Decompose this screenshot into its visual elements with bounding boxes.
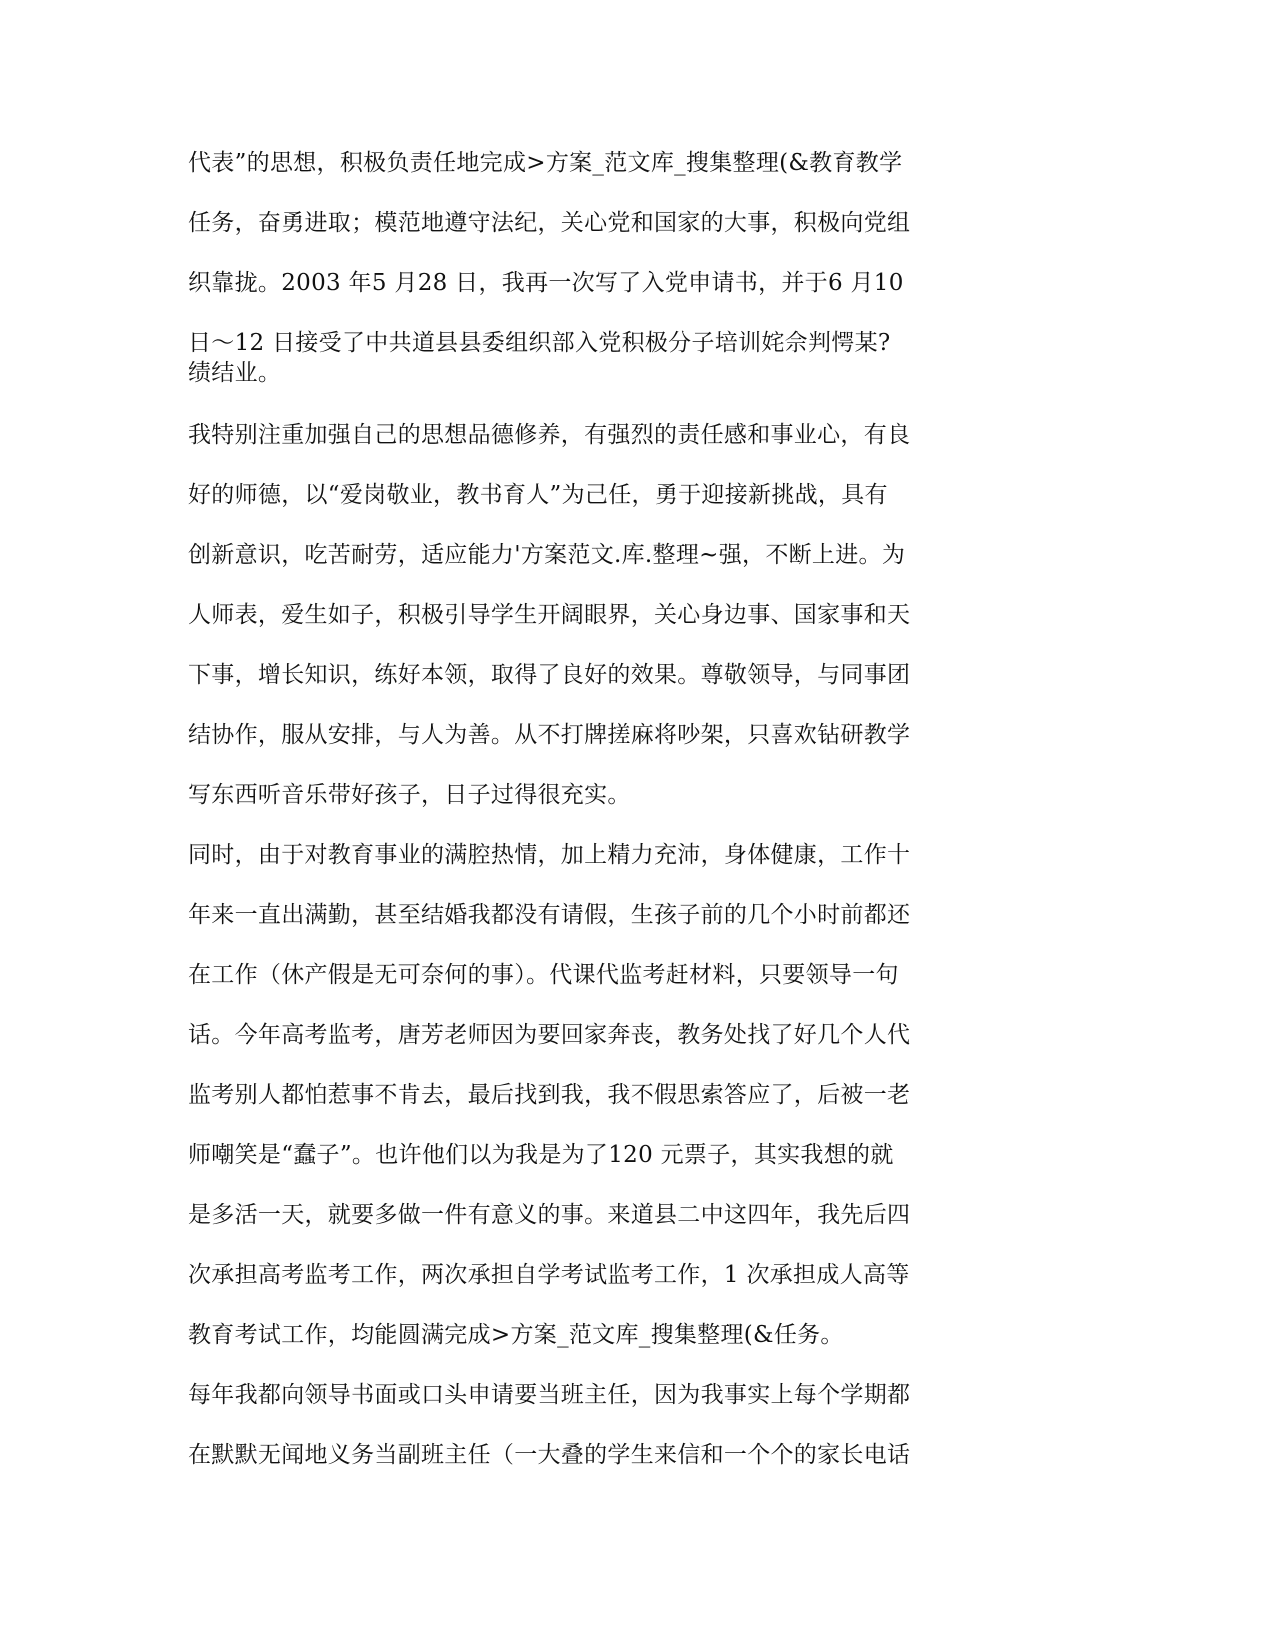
text-line: 代表”的思想，积极负责任地完成>方案_范文库_搜集整理(&教育教学: [188, 150, 903, 176]
text-line: 绩结业。: [188, 360, 282, 386]
text-line: 结协作，服从安排，与人为善。从不打牌搓麻将吵架，只喜欢钻研教学: [188, 722, 911, 748]
text-line: 教育考试工作，均能圆满完成>方案_范文库_搜集整理(&任务。: [188, 1322, 844, 1348]
text-line: 话。今年高考监考，唐芳老师因为要回家奔丧，教务处找了好几个人代: [188, 1022, 911, 1048]
text-line: 创新意识，吃苦耐劳，适应能力'方案范文.库.整理~强，不断上进。为: [188, 542, 906, 568]
text-line: 好的师德，以“爱岗敬业，教书育人”为己任，勇于迎接新挑战，具有: [188, 482, 888, 508]
text-line: 次承担高考监考工作，两次承担自学考试监考工作，1 次承担成人高等: [188, 1262, 910, 1288]
text-line: 每年我都向领导书面或口头申请要当班主任，因为我事实上每个学期都: [188, 1382, 911, 1408]
text-line: 师嘲笑是“蠢子”。也许他们以为我是为了120 元票子，其实我想的就: [188, 1142, 894, 1168]
text-line: 监考别人都怕惹事不肯去，最后找到我，我不假思索答应了，后被一老: [188, 1082, 911, 1108]
text-line: 是多活一天，就要多做一件有意义的事。来道县二中这四年，我先后四: [188, 1202, 911, 1228]
text-line: 写东西听音乐带好孩子，日子过得很充实。: [188, 782, 631, 808]
text-line: 日～12 日接受了中共道县县委组织部入党积极分子培训姹佘判愕某?: [188, 330, 891, 356]
text-line: 人师表，爱生如子，积极引导学生开阔眼界，关心身边事、国家事和天: [188, 602, 911, 628]
text-line: 织靠拢。2003 年5 月28 日，我再一次写了入党申请书，并于6 月10: [188, 270, 904, 296]
text-line: 在工作（休产假是无可奈何的事）。代课代监考赶材料，只要领导一句: [188, 962, 899, 988]
text-line: 任务，奋勇进取；模范地遵守法纪，关心党和国家的大事，积极向党组: [188, 210, 911, 236]
text-line: 我特别注重加强自己的思想品德修养，有强烈的责任感和事业心，有良: [188, 422, 911, 448]
text-line: 年来一直出满勤，甚至结婚我都没有请假，生孩子前的几个小时前都还: [188, 902, 911, 928]
text-line: 同时，由于对教育事业的满腔热情，加上精力充沛，身体健康，工作十: [188, 842, 911, 868]
text-line: 在默默无闻地义务当副班主任（一大叠的学生来信和一个个的家长电话: [188, 1442, 911, 1468]
text-line: 下事，增长知识，练好本领，取得了良好的效果。尊敬领导，与同事团: [188, 662, 911, 688]
